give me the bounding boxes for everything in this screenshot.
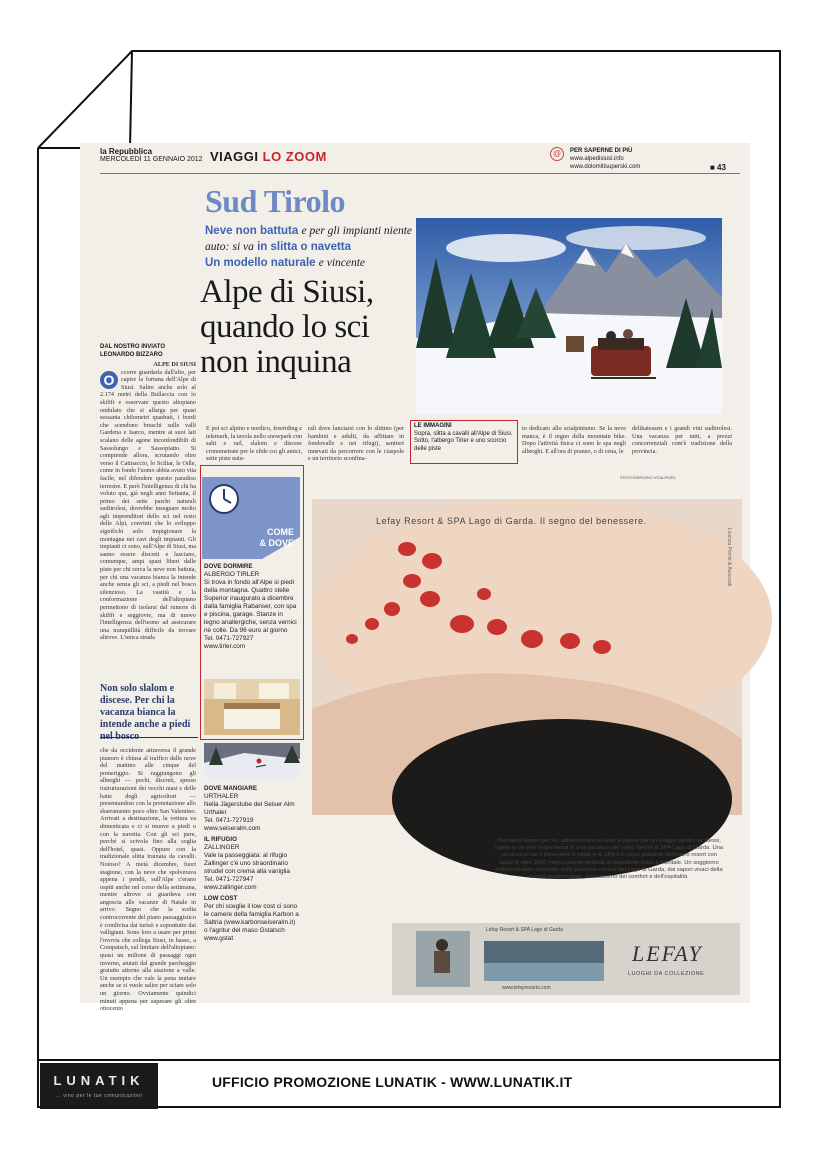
image-caption: [410, 420, 518, 464]
eat-heading: DOVE MANGIARE: [204, 785, 257, 792]
page-number: ■ 43: [710, 163, 726, 172]
byline-label: DAL NOSTRO INVIATO: [100, 344, 166, 350]
sleigh-photo: [416, 218, 722, 414]
subtitle-a-bold: Neve non battuta: [205, 225, 299, 237]
dateline: ALPE DI SIUSI: [153, 361, 196, 368]
byline: [100, 343, 200, 359]
masthead-name: la Repubblica: [100, 147, 153, 156]
pull-quote-rule: [100, 737, 198, 738]
low-cost-url: www.gstat: [204, 935, 234, 942]
lunatik-logo: [40, 1063, 158, 1109]
eat-url: www.seiseralm.com: [204, 825, 261, 832]
come-dove-badge: [202, 477, 300, 559]
article-column-1b: che da occidente attraversa il grande pianoro è chiusa al traffico dalle nove del mattino alle cinque del pomeriggio. Si raggiungono gli alberghi — pochi, discreti, spesso ristrutturazioni dei vecchi masi e delle baite degli agricoltori — presentandosi con la prenotazione allo sbarramento poco oltre San Valentino. Arrivati a destinazione, la vettura va dimenticata e ci si muove a piedi o con la navetta. Con gli sci pure, perché si scivola fino alla soglia dell'hotel, quasi. Oppure con la tradizionale slitta trainata da cavalli. Noioso? A metà dicembre, fuori stagione, con la neve che spolverava appena i pendii, sull'Alpe c'erano ospiti anche nel corso della settimana, mentre altrove si guardava con angoscia alle vacanze di Natale in arrivo. Segno che la scelta controcorrente del piano paesaggistico è condivisa dai turisti e soprattutto dai valligiani. Sono loro a usare per primi l'ovovia che collega Siusi, in basso, a Compatsch, sul limitare dell'altopiano: quasi un milione di passaggi ogni inverno, aiutati dal grande parcheggio gratuito attorno alla stazione a valle. Un esempio che vale la pena imitare anche se si vuole salire per sciare solo un giorno. Ovviamente quindici minuti appena per superare gli oltre ottocento: [100, 747, 196, 1013]
eat-text: Nella Jägerstube del Seiser Alm Urthaler: [204, 801, 295, 816]
header-divider: [100, 173, 740, 174]
subtitle-a-italic: e per gli impianti niente auto:: [205, 225, 413, 253]
badge-line-2: & DOVE: [259, 538, 294, 548]
hut-name: ZALLINGER: [204, 844, 240, 851]
low-cost-heading: LOW COST: [204, 895, 238, 902]
sleep-name: ALBERGO TIRLER: [204, 571, 260, 578]
sleep-url: www.tirler.com: [204, 643, 246, 650]
advert-body: Prendersi tempo per sé, abbandonarsi al relax e partire per un viaggio dentro se stessi, capita a chi vive l'esperienza di una vacanza nel Lefay Resort & SPA Lago di Garda. Una vacanza in cui il benessere è totale e la SPA è il cuore pulsante dell'intero resort con spazi di oltre 3000 metri quadrati dedicati al riequilibrio fisico e mentale. Un soggiorno indimenticabile arricchito dalla preziosa cornice del Lago di Garda, dai sapori vivaci della cucina mediterranea, dal massimo del comfort e dell'ospitalità.: [494, 838, 724, 881]
eat-name: URTHALER: [204, 793, 239, 800]
byline-name: LEONARDO BIZZARO: [100, 352, 163, 358]
sleep-heading: DOVE DORMIRE: [204, 563, 253, 570]
advert-banner: [392, 923, 740, 995]
at-icon: @: [550, 147, 564, 161]
article-column-5: delikatessen e i grandi vini sudtirolesi. Una vacanza per tutti, a prezzi concorrenziali com'è tradizione della provincia.: [632, 425, 732, 455]
headline: Alpe di Siusi, quando lo sci non inquina: [200, 274, 374, 380]
section-title: [210, 149, 327, 164]
advert-title: Lefay Resort & SPA Lago di Garda. Il segno del benessere.: [376, 516, 647, 526]
info-url-1: www.alpedisiusi.info: [570, 156, 624, 162]
footer-text: UFFICIO PROMOZIONE LUNATIK - WWW.LUNATIK.IT: [212, 1074, 573, 1090]
info-box: [552, 147, 641, 171]
section-accent: LO ZOOM: [262, 149, 327, 164]
region-title: Sud Tirolo: [205, 183, 345, 219]
info-url-2: www.dolomitisuperski.com: [570, 164, 641, 170]
low-cost-text: Per chi sceglie il low cost ci sono le camere della famiglia Karbon a Saltria (www.karbonseiseralm.it) o l'agritur del maso Gstatsch: [204, 903, 299, 934]
subtitle-c-bold: Un modello naturale: [205, 257, 316, 269]
hut-url: www.zallinger.com: [204, 884, 257, 891]
lunatik-logo-name: LUNATIK: [53, 1073, 145, 1088]
eat-tel: Tel. 0471-727919: [204, 817, 254, 824]
sleep-text: Si trova in fondo all'Alpe si piedi della montagna. Quattro stelle Superior inaugurato a dicembre dalla famiglia Rabanser, con spa e piscina, garage. Stanze in legno anallergiche, senza vernici né colle. Da 96 euro al giorno: [204, 579, 297, 634]
article-column-2: E poi sci alpino e nordico, freeriding e telemark, la tavola nello snowpark con salti e rail, slalom e discese cronometrate per le sfide coi gli amici, sette piste natu-: [206, 425, 302, 463]
hut-heading: IL RIFUGIO: [204, 836, 237, 843]
spa-advert-photo: [312, 499, 742, 815]
banner-small-text: Lefay Resort & SPA Lago di Garda: [486, 927, 563, 933]
sidebar-more: [204, 785, 300, 943]
hotel-room-photo: [204, 679, 300, 735]
info-label: PER SAPERNE DI PIÙ: [570, 148, 633, 154]
lefay-logo-sub: LUOGHI DA COLLEZIONE: [628, 971, 705, 977]
newspaper-clipping: [80, 143, 750, 1013]
caption-text: Sopra, slitta a cavalli all'Alpe di Siusi. Sotto, l'albergo Tirler e uno scorcio delle piste: [414, 430, 513, 452]
caption-title: LE IMMAGINI: [414, 423, 452, 429]
column-1-text: ccorre guardarla dall'alto, per capire la fortuna dell'Alpe di Siusi. Salire anche solo al 2.174 metri della Bullaccia con lo skilift e osservare questo altopiano ondulato che si allarga per quasi sessanta chilometri quadrati, i bordi che scendono bruschi sulle valli Gardena e Isarco, mentre ai suoi lati scalano delle agone inconfondibili di Sassolungo e Sassopiatto. Si comprende allora, scrutando oltre verso il Catinaccio, lo Sciliar, le Odle, come in fondo l'uomo abbia avuto vita facile, nel difendere questo paradiso terrestre. E però l'intelligenza di chi ha voluto qui, già negli anni Settanta, il primo dei sette parchi naturali sudtirolesi, dovrebbe insegnare molto agli imprenditori dello sci nel resto delle Alpi, convinti che lo sviluppo significhi solo impigionare la montagna nei cavi degli impianti. Gli impianti ci sono, sull'Alpe di Siusi, ma sanno essere discreti e lasciano, comunque, ampi spazi liberi dalle piste per chi cerca la neve non battuta, per chi una vacanza bianca la intende anche senza gli sci, a piedi nel bosco silenzioso. La vastità e la conformazione dell'altopiano permettono di isolarsi dal rumore di skilift e seggiovie, ma di nuovo l'intelligenza dell'uomo ad assicurare una tranquillità difficile da trovare altrove. L'unica strada: [100, 368, 196, 642]
hut-tel: Tel. 0471-727947: [204, 876, 254, 883]
article-column-4: to dedicato allo scialpinismo. Se la neve manca, è il regno della mountain bike. Dopo l'attività fisica ci sono le spa negli alberghi. E all'ora di pranzo, o di cena, le: [522, 425, 626, 455]
section-name: VIAGGI: [210, 149, 259, 164]
masthead: [100, 147, 203, 163]
lunatik-logo-tagline: ... vino per le tue comunicazioni: [55, 1093, 143, 1099]
lefay-logo: LEFAY: [632, 941, 703, 966]
pull-quote: Non solo slalom e discese. Per chi la vacanza bianca la intende anche a piedi: [100, 683, 191, 730]
banner-url: www.lefayresorts.com: [502, 985, 551, 991]
subtitle: [205, 223, 415, 271]
badge-line-1: COME: [267, 527, 294, 537]
article-column-3: rali dove lanciarsi con lo slittino (per bambini e adulti, da affittare in fondovalle e nei rifugi), sentieri innevati da percorrere con le ciaspole e un territorio sconfina-: [308, 425, 404, 463]
subtitle-c-italic: e vincente: [318, 257, 366, 269]
subtitle-b-italic: si va: [232, 241, 254, 253]
article-column-1: [100, 361, 196, 642]
sidebar-sleep: [204, 563, 300, 651]
masthead-date: MERCOLEDÌ 11 GENNAIO 2012: [100, 156, 203, 163]
drop-cap: O: [100, 371, 118, 389]
advert-side-credit: Licenza Pierini & Associati: [726, 528, 732, 587]
photo-credit: ©FOTOSERVIZIO VITALPIXEL: [620, 475, 676, 480]
subtitle-b-bold: in slitta o navetta: [257, 241, 352, 253]
ski-slope-photo: [204, 743, 300, 779]
sleep-tel: Tel. 0471-727927: [204, 635, 254, 642]
hut-text: Vale la passeggiata: al rifugio Zallinger c'è uno straordinario strudel con crema alla vaniglia: [204, 852, 290, 875]
